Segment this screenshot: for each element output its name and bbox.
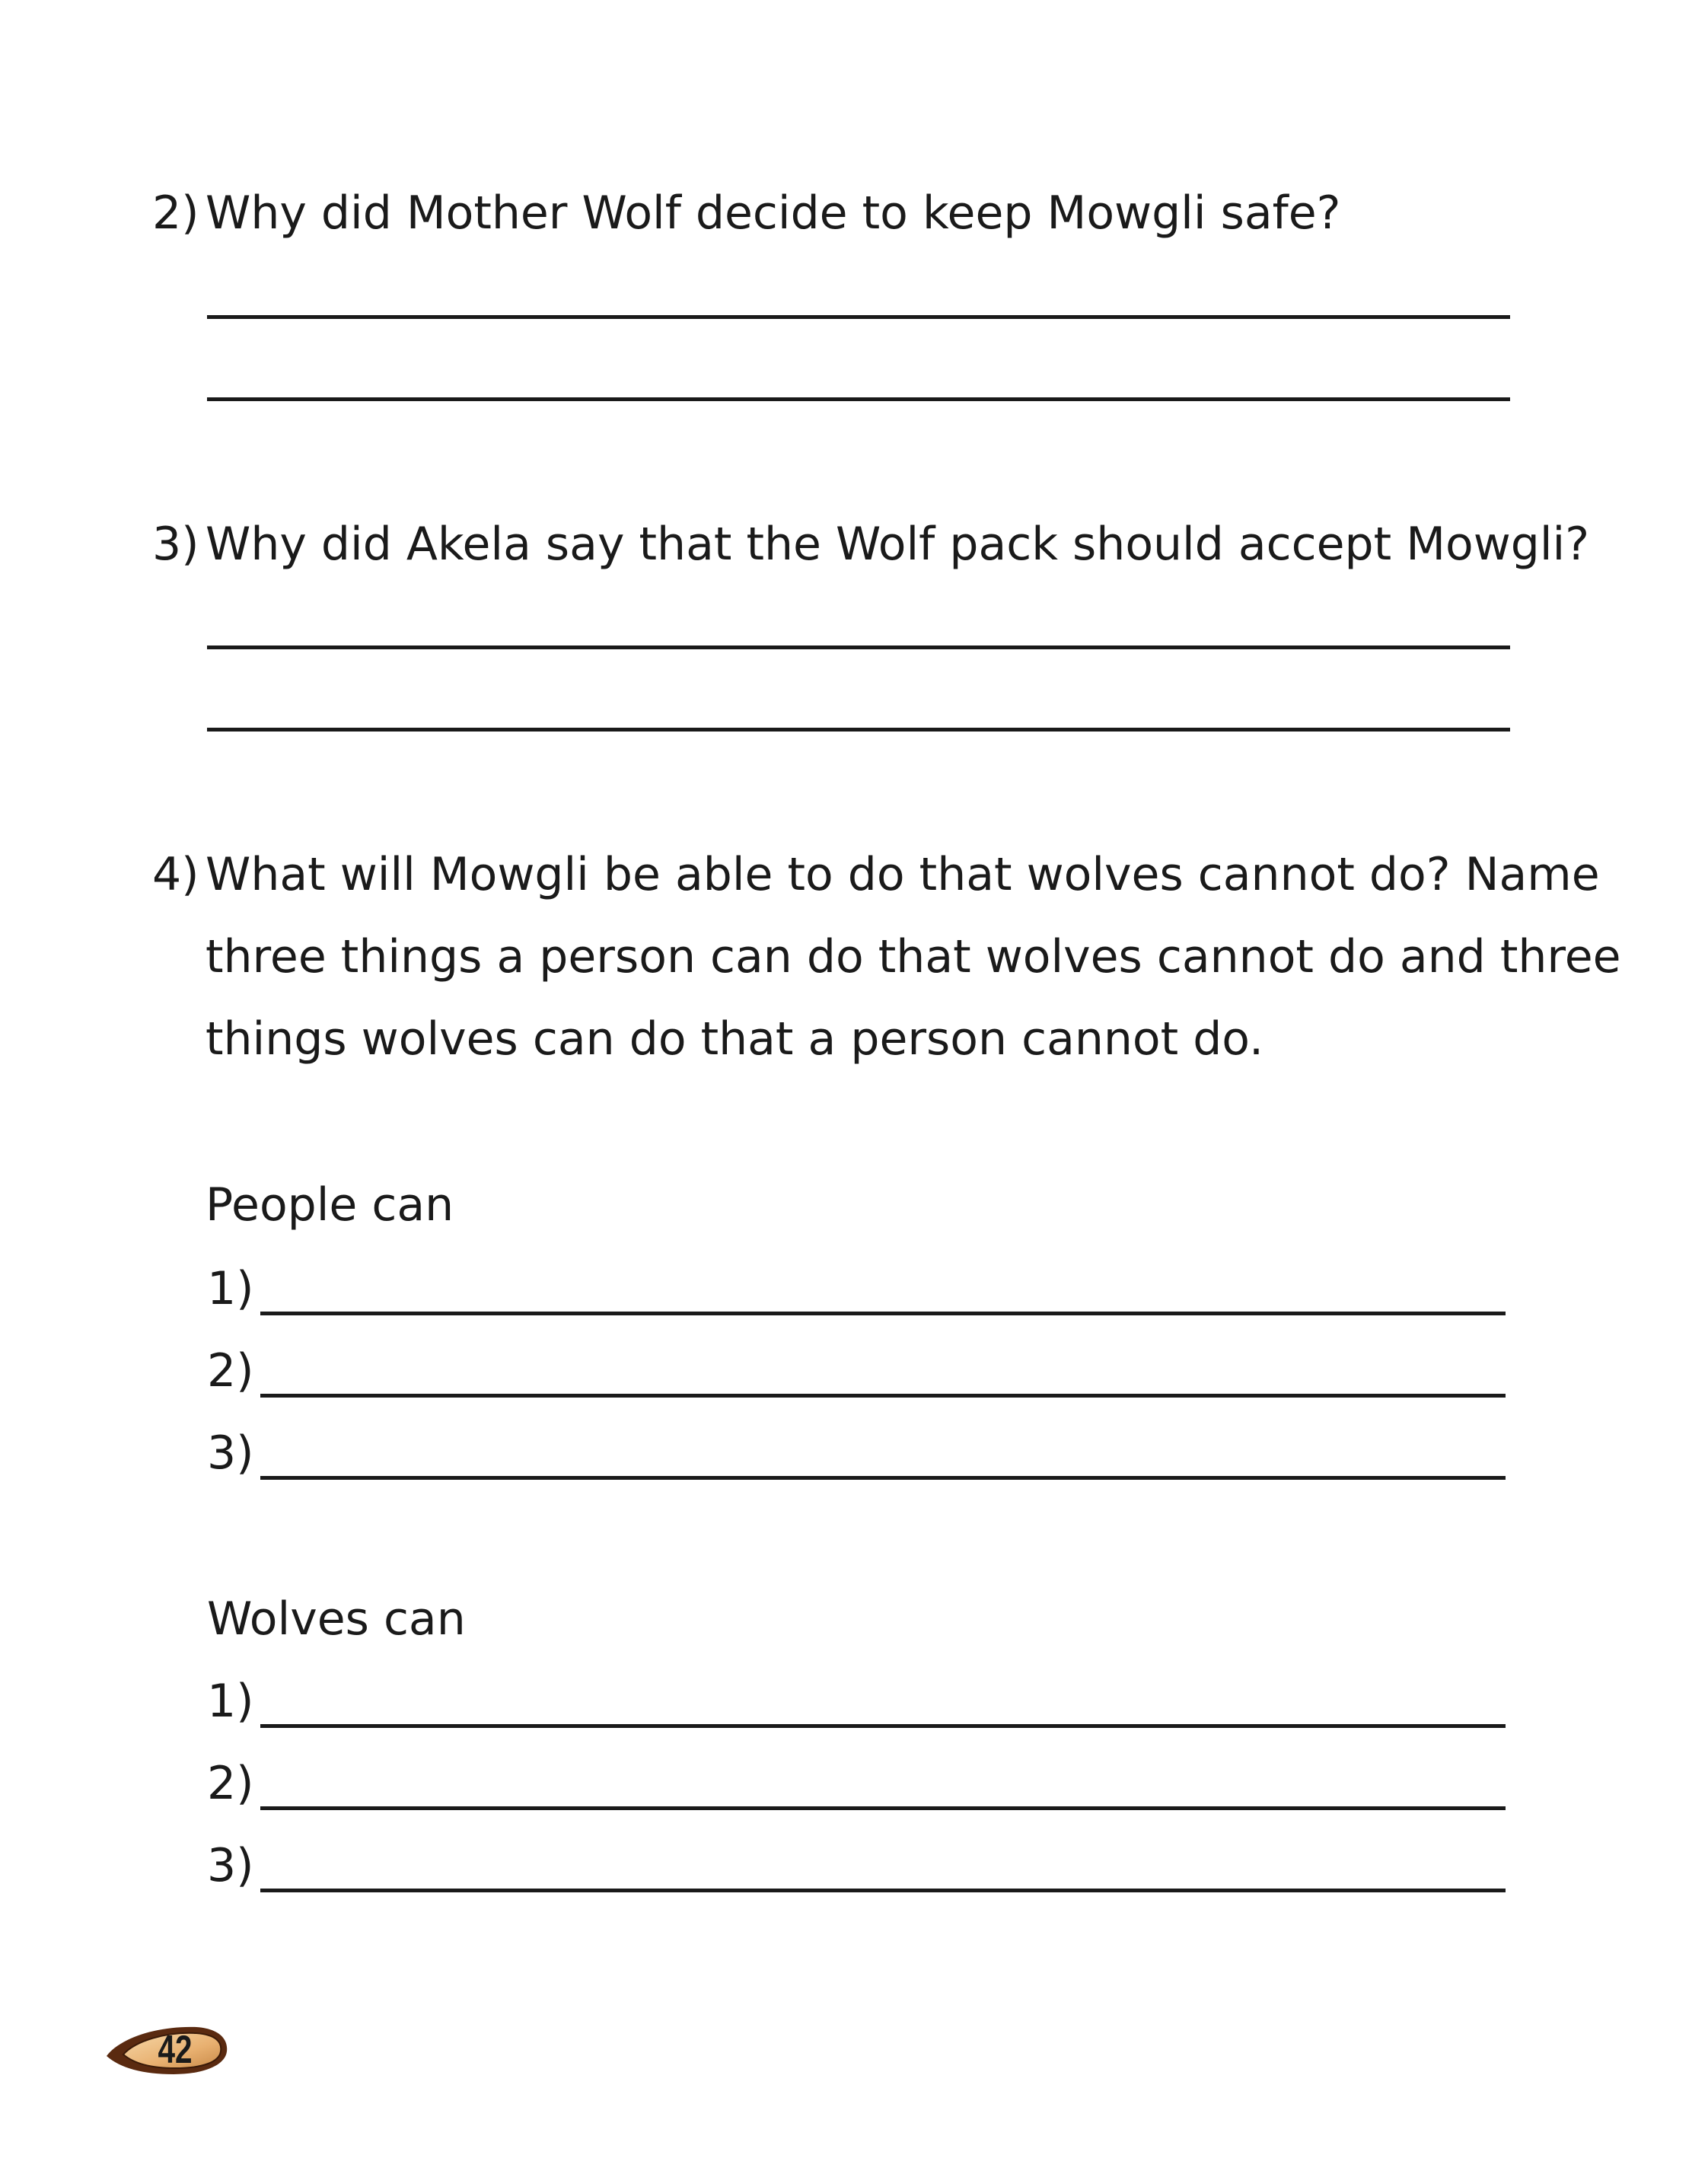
answer-line[interactable] bbox=[260, 1889, 1506, 1892]
question-4 bbox=[152, 834, 1621, 1080]
item-number: 2) bbox=[207, 1757, 254, 1810]
wolves-answer-row[interactable] bbox=[207, 1839, 1506, 1892]
question-number: 3) bbox=[152, 518, 199, 571]
answer-line[interactable] bbox=[260, 1312, 1506, 1315]
question-2 bbox=[152, 172, 1341, 254]
people-answer-row[interactable] bbox=[207, 1426, 1506, 1480]
answer-line[interactable] bbox=[260, 1476, 1506, 1480]
wolves-answer-row[interactable] bbox=[207, 1675, 1506, 1728]
wolves-can-label: Wolves can bbox=[207, 1592, 466, 1646]
page-number-badge bbox=[105, 2021, 230, 2079]
item-number: 1) bbox=[207, 1675, 254, 1728]
answer-line[interactable] bbox=[207, 645, 1510, 649]
page-number: 42 bbox=[158, 2028, 193, 2072]
question-3 bbox=[152, 503, 1589, 585]
answer-line[interactable] bbox=[207, 397, 1510, 401]
question-number: 4) bbox=[152, 848, 199, 901]
question-number: 2) bbox=[152, 186, 199, 240]
item-number: 1) bbox=[207, 1262, 254, 1315]
answer-line[interactable] bbox=[260, 1394, 1506, 1398]
people-answer-row[interactable] bbox=[207, 1344, 1506, 1398]
people-can-label: People can bbox=[206, 1178, 454, 1232]
question-text: Why did Akela say that the Wolf pack should accept Mowgli? bbox=[206, 518, 1590, 571]
people-answer-row[interactable] bbox=[207, 1262, 1506, 1315]
item-number: 3) bbox=[207, 1839, 254, 1892]
answer-line[interactable] bbox=[207, 315, 1510, 319]
answer-line[interactable] bbox=[260, 1806, 1506, 1810]
question-text: Why did Mother Wolf decide to keep Mowgli safe? bbox=[206, 186, 1341, 240]
item-number: 2) bbox=[207, 1344, 254, 1398]
wolves-answer-row[interactable] bbox=[207, 1757, 1506, 1810]
answer-line[interactable] bbox=[260, 1724, 1506, 1728]
question-text-line: What will Mowgli be able to do that wolves cannot do? Name bbox=[206, 848, 1600, 901]
question-text-line: three things a person can do that wolves cannot do and three bbox=[206, 930, 1621, 983]
question-text-line: things wolves can do that a person cannot do. bbox=[206, 1012, 1264, 1066]
item-number: 3) bbox=[207, 1426, 254, 1480]
answer-line[interactable] bbox=[207, 728, 1510, 732]
